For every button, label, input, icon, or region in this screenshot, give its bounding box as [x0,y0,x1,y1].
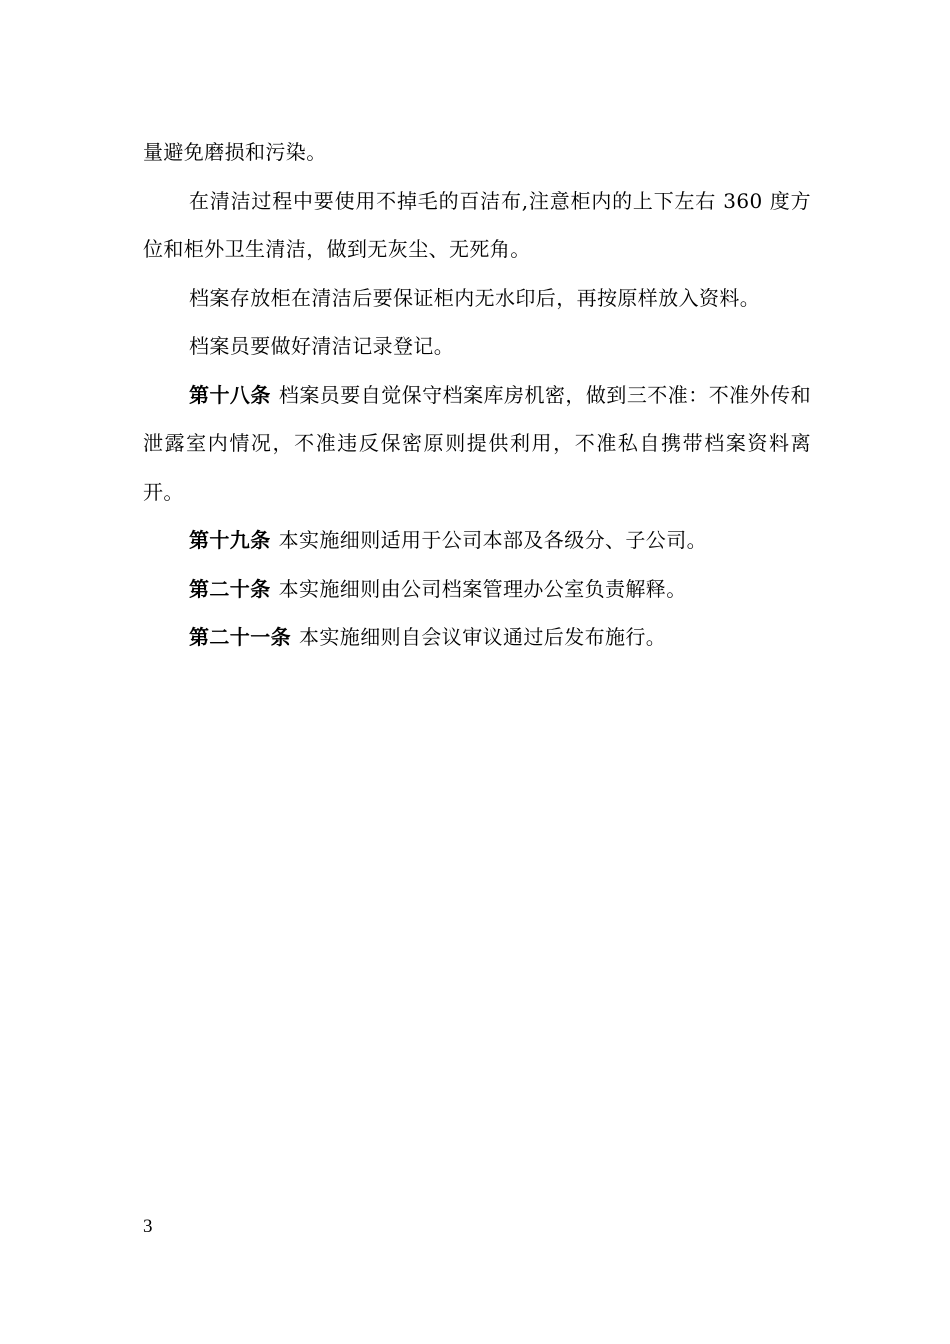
document-body [143,128,811,662]
paragraph-cleaning-cloth [143,177,811,274]
paragraph-cabinet-dry [143,274,811,323]
article-18 [143,371,811,517]
article-text: 本实施细则由公司档案管理办公室负责解释。 [278,576,687,601]
article-19 [143,516,811,565]
article-heading: 第十九条 [189,528,271,552]
paragraph-text: 档案存放柜在清洁后要保证柜内无水印后，再按原样放入资料。 [189,285,761,310]
article-21 [143,613,811,662]
paragraph-text: 量避免磨损和污染。 [143,140,327,164]
article-heading: 第二十一条 [189,625,291,649]
article-20 [143,565,811,614]
article-heading: 第十八条 [189,382,271,407]
page-number: 3 [143,1216,153,1237]
article-text: 本实施细则适用于公司本部及各级分、子公司。 [278,528,708,552]
paragraph-text: 在清洁过程中要使用不掉毛的百洁布,注意柜内的上下左右 360 度方位和柜外卫生清洁，做到无灰尘、无死角。 [143,188,811,261]
article-text: 本实施细则自会议审议通过后发布施行。 [299,625,667,649]
paragraph-continuation [143,128,811,177]
paragraph-text: 档案员要做好清洁记录登记。 [189,334,455,358]
paragraph-cleaning-record [143,322,811,371]
article-heading: 第二十条 [189,576,271,601]
article-text: 档案员要自觉保守档案库房机密，做到三不准：不准外传和泄露室内情况，不准违反保密原则提供利用，不准私自携带档案资料离开。 [143,382,811,504]
